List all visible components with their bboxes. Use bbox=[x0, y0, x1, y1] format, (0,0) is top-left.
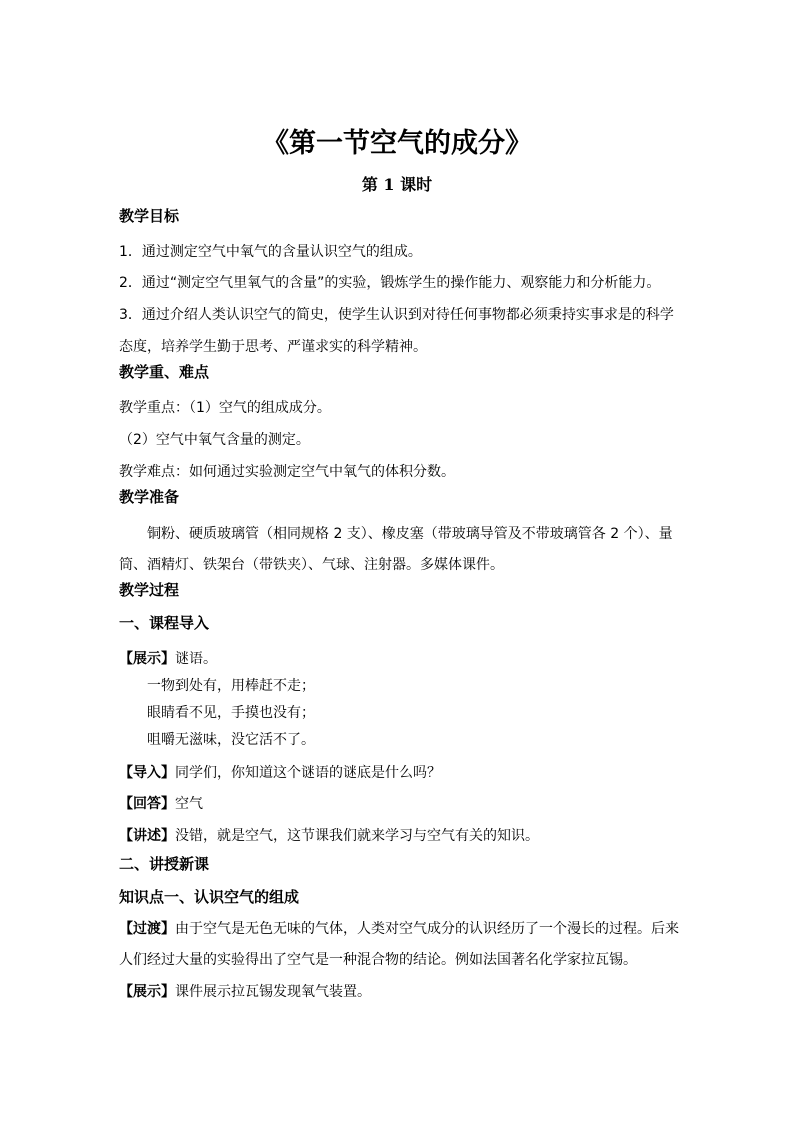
show2-tag: 【展示】 bbox=[119, 984, 175, 1000]
page-title: 《第一节空气的成分》 bbox=[262, 128, 532, 159]
knowledge1-heading: 知识点一、认识空气的组成 bbox=[119, 888, 300, 906]
prep-line-1: 铜粉、硬质玻璃管（相同规格 2 支）、橡皮塞（带玻璃导管及不带玻璃管各 2 个）、量 bbox=[147, 526, 673, 542]
intro-line bbox=[119, 762, 441, 784]
transition-line bbox=[119, 918, 679, 940]
objective-3: 3．通过介绍人类认识空气的简史，使学生认识到对待任何事物都必须秉持实事求是的科学 bbox=[119, 307, 674, 323]
answer-text: 空气 bbox=[175, 796, 203, 812]
transition-cont: 人们经过大量的实验得出了空气是一种混合物的结论。例如法国著名化学家拉瓦锡。 bbox=[119, 952, 637, 968]
objectives-heading: 教学目标 bbox=[119, 207, 180, 225]
riddle-verse-1: 一物到处有，用棒赶不走； bbox=[147, 678, 315, 694]
transition-text: 由于空气是无色无味的气体，人类对空气成分的认识经历了一个漫长的过程。后来 bbox=[175, 921, 679, 937]
section1-heading: 一、课程导入 bbox=[119, 614, 210, 632]
riddle-verse-3: 咀嚼无滋味，没它活不了。 bbox=[147, 732, 315, 748]
transition-tag: 【过渡】 bbox=[119, 921, 175, 937]
objective-1: 1．通过测定空气中氧气的含量认识空气的组成。 bbox=[119, 244, 422, 260]
riddle-label: 谜语。 bbox=[175, 651, 217, 667]
keypoints-heading: 教学重、难点 bbox=[119, 363, 210, 381]
prep-heading: 教学准备 bbox=[119, 488, 180, 506]
process-heading: 教学过程 bbox=[119, 581, 180, 599]
intro-tag: 【导入】 bbox=[119, 765, 175, 781]
difficulty: 教学难点：如何通过实验测定空气中氧气的体积分数。 bbox=[119, 464, 455, 480]
objective-3-cont: 态度，培养学生勤于思考、严谨求实的科学精神。 bbox=[119, 339, 427, 355]
lecture-tag: 【讲述】 bbox=[119, 828, 175, 844]
intro-text: 同学们，你知道这个谜语的谜底是什么吗？ bbox=[175, 765, 441, 781]
show2-text: 课件展示拉瓦锡发现氧气装置。 bbox=[175, 984, 371, 1000]
answer-line bbox=[119, 793, 203, 815]
show2-line bbox=[119, 981, 371, 1003]
section2-heading: 二、讲授新课 bbox=[119, 855, 210, 873]
riddle-line bbox=[119, 648, 217, 670]
lecture-line bbox=[119, 825, 539, 847]
keypoint-1: 教学重点：（1）空气的组成成分。 bbox=[119, 400, 331, 416]
lecture-text: 没错，就是空气，这节课我们就来学习与空气有关的知识。 bbox=[175, 828, 539, 844]
answer-tag: 【回答】 bbox=[119, 796, 175, 812]
prep-line-2: 筒、酒精灯、铁架台（带铁夹）、气球、注射器。多媒体课件。 bbox=[119, 557, 504, 573]
keypoint-2: （2）空气中氧气含量的测定。 bbox=[119, 432, 310, 448]
show-tag: 【展示】 bbox=[119, 651, 175, 667]
riddle-verse-2: 眼睛看不见，手摸也没有； bbox=[147, 705, 315, 721]
objective-2: 2．通过“测定空气里氧气的含量”的实验，锻炼学生的操作能力、观察能力和分析能力。 bbox=[119, 275, 661, 291]
lesson-subtitle: 第 1 课时 bbox=[361, 175, 433, 194]
